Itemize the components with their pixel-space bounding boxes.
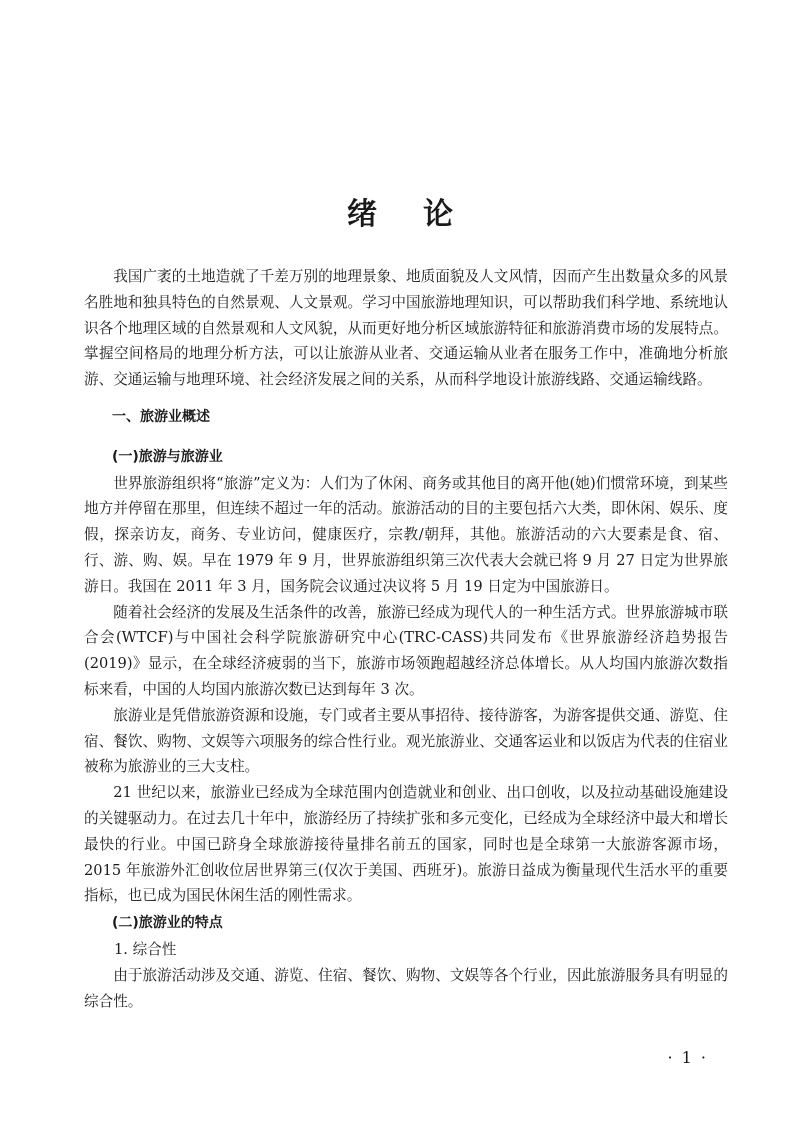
section-heading-overview: 一、旅游业概述 <box>112 408 210 425</box>
intro-paragraph: 我国广袤的土地造就了千差万别的地理景象、地质面貌及人文风情，因而产生出数量众多的风景名胜地和独具特色的自然景观、人文景观。学习中国旅游地理知识，可以帮助我们科学地、系统地认识各个地理区域的自然景观和人文风貌，从而更好地分析区域旅游特征和旅游消费市场的发展特点。掌握空间格局的地理分析方法，可以让旅游从业者、交通运输从业者在服务工作中，准确地分析旅游、交通运输与地理环境、社会经济发展之间的关系，从而科学地设计旅游线路、交通运输线路。 <box>84 268 728 389</box>
body-paragraph: 21 世纪以来，旅游业已经成为全球范围内创造就业和创业、出口创收，以及拉动基础设施建设的关键驱动力。在过去几十年中，旅游经历了持续扩张和多元变化，已经成为全球经济中最大和增长最快的行业。中国已跻身全球旅游接待量排名前五的国家，同时也是全球第一大旅游客源市场，2015 年旅游外汇创收位居世界第三(仅次于美国、西班牙)。旅游日益成为衡量现代生活水平的重要指标，也已成为国民休闲生活的刚性需求。 <box>84 784 728 905</box>
subsection-heading-tourism: (一)旅游与旅游业 <box>112 448 223 465</box>
body-paragraph: 旅游业是凭借旅游资源和设施，专门或者主要从事招待、接待游客，为游客提供交通、游览、住宿、餐饮、购物、文娱等六项服务的综合性行业。观光旅游业、交通客运业和以饭店为代表的住宿业被称为旅游业的三大支柱。 <box>84 706 728 776</box>
chapter-title: 绪论 <box>347 197 499 232</box>
body-paragraph: 世界旅游组织将“旅游”定义为：人们为了休闲、商务或其他目的离开他(她)们惯常环境，到某些地方并停留在那里，但连续不超过一年的活动。旅游活动的目的主要包括六大类，即休闲、娱乐、度假，探亲访友，商务、专业访问，健康医疗，宗教/朝拜，其他。旅游活动的六大要素是食、宿、行、游、购、娱。早在 1979 年 9 月，世界旅游组织第三次代表大会就已将 9 月 27 日定为世界旅游日。我国在 2011 年 3 月，国务院会议通过决议将 5 月 19 日定为中国旅游日。 <box>84 474 728 595</box>
page-body <box>84 264 728 1014</box>
body-paragraph: 随着社会经济的发展及生活条件的改善，旅游已经成为现代人的一种生活方式。世界旅游城市联合会(WTCF)与中国社会科学院旅游研究中心(TRC-CASS)共同发布《世界旅游经济趋势报告(2019)》显示，在全球经济疲弱的当下，旅游市场领跑超越经济总体增长。从人均国内旅游次数指标来看，中国的人均国内旅游次数已达到每年 3 次。 <box>84 603 728 698</box>
list-item-label: 1. 综合性 <box>114 940 177 958</box>
body-paragraph: 由于旅游活动涉及交通、游览、住宿、餐饮、购物、文娱等各个行业，因此旅游服务具有明显的综合性。 <box>84 966 728 1010</box>
page-number: · 1 · <box>667 1048 708 1067</box>
subsection-heading-features: (二)旅游业的特点 <box>112 915 223 932</box>
